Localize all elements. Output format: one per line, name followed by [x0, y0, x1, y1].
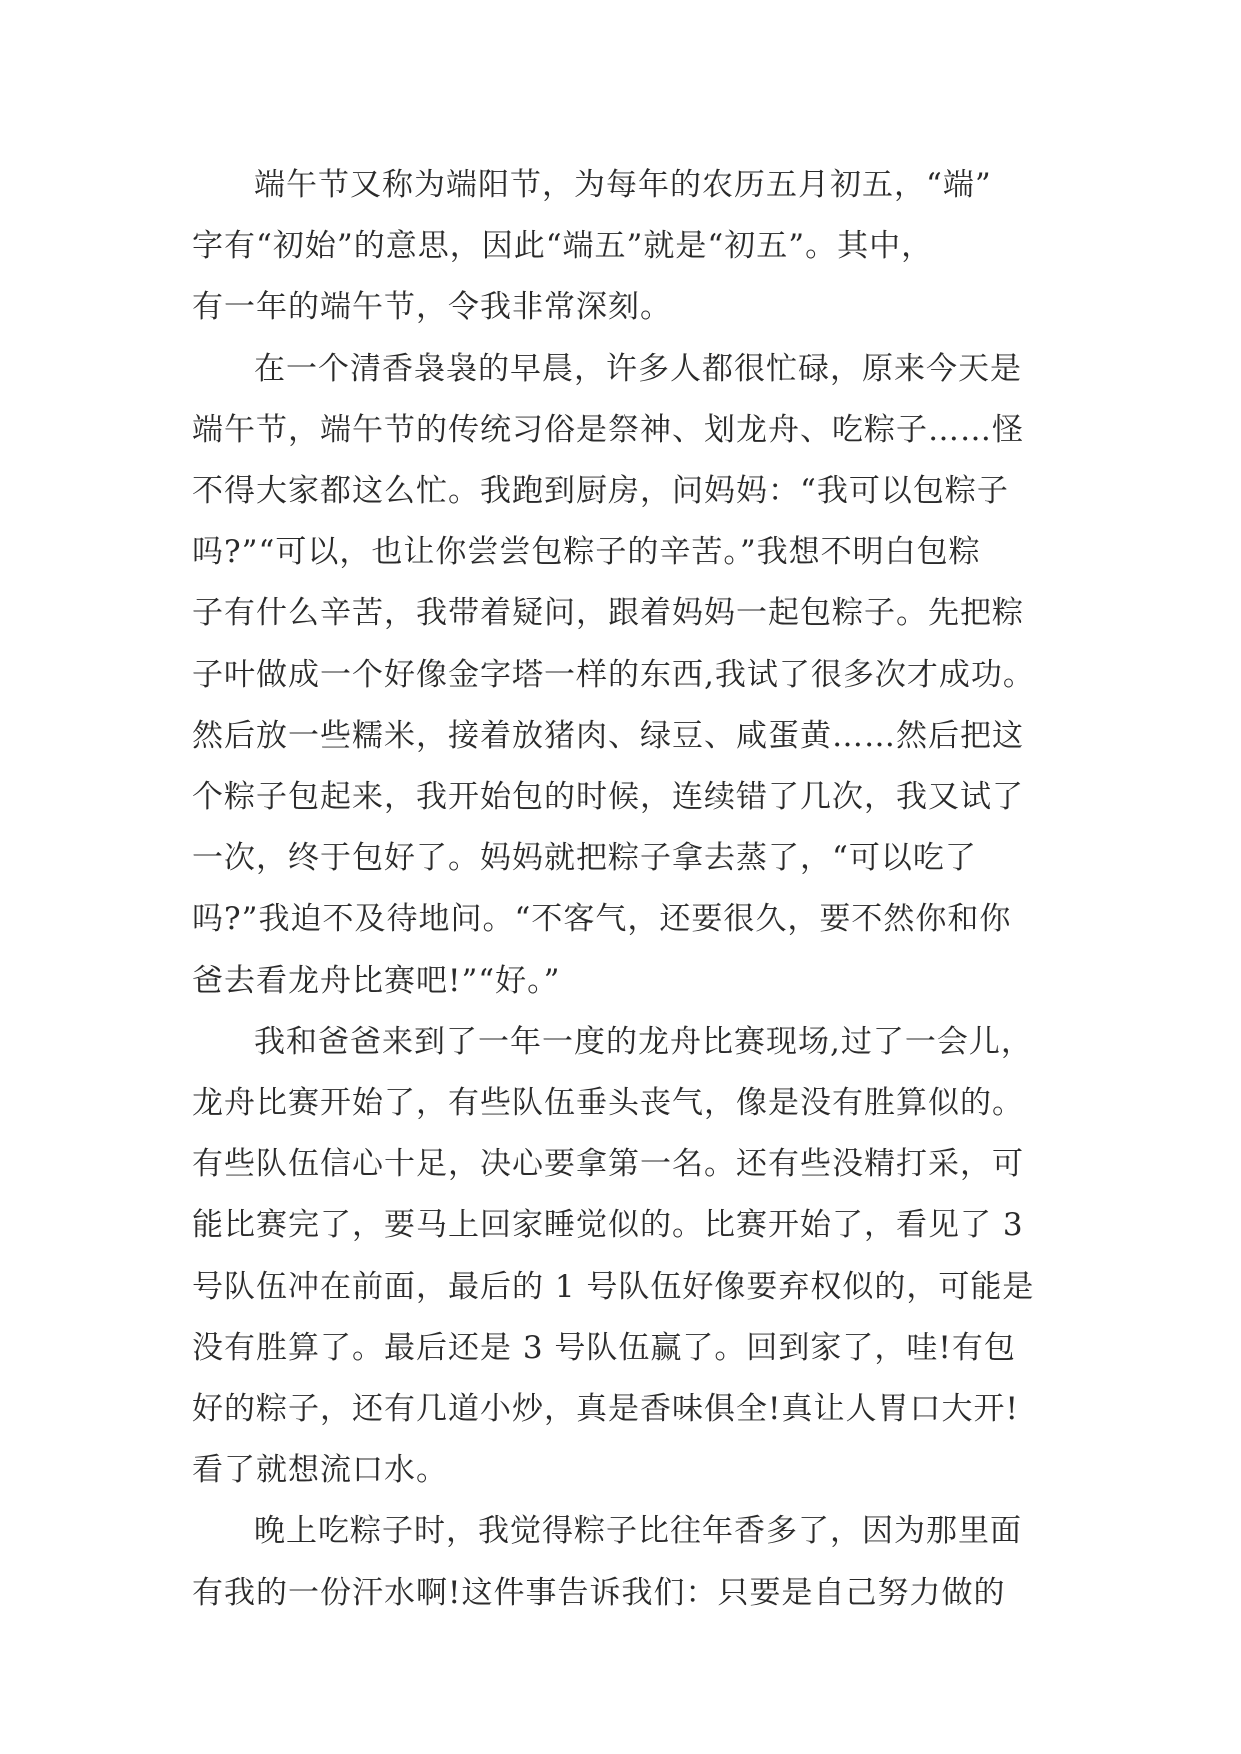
text-line: 子叶做成一个好像金字塔一样的东西,我试了很多次才成功。 — [192, 656, 1035, 693]
paragraph-1 — [192, 155, 1067, 339]
text-line: 好的粽子，还有几道小炒，真是香味俱全!真让人胃口大开! — [192, 1391, 1019, 1428]
text-line: 端午节又称为端阳节，为每年的农历五月初五，“端” — [254, 167, 992, 203]
text-line: 个粽子包起来，我开始包的时候，连续错了几次，我又试了 — [192, 779, 1024, 816]
text-line: 吗?”我迫不及待地问。“不客气，还要很久，要不然你和你 — [192, 901, 1012, 938]
text-line: 龙舟比赛开始了，有些队伍垂头丧气，像是没有胜算似的。 — [192, 1085, 1024, 1122]
paragraph-4 — [192, 1501, 1067, 1623]
text-line: 能比赛完了，要马上回家睡觉似的。比赛开始了，看见了 3 — [192, 1207, 1024, 1244]
article-body — [192, 155, 1067, 1624]
text-line: 晚上吃粽子时，我觉得粽子比往年香多了，因为那里面 — [254, 1513, 1022, 1550]
text-line: 在一个清香袅袅的早晨，许多人都很忙碌，原来今天是 — [254, 350, 1022, 387]
text-line: 我和爸爸来到了一年一度的龙舟比赛现场,过了一会儿， — [254, 1023, 1033, 1060]
paragraph-3 — [192, 1012, 1067, 1502]
text-line: 不得大家都这么忙。我跑到厨房，问妈妈：“我可以包粽子 — [192, 473, 1009, 510]
text-line: 有一年的端午节，令我非常深刻。 — [192, 289, 672, 326]
text-line: 有些队伍信心十足，决心要拿第一名。还有些没精打采，可 — [192, 1146, 1024, 1183]
text-line: 看了就想流口水。 — [192, 1452, 448, 1489]
text-line: 然后放一些糯米，接着放猪肉、绿豆、咸蛋黄……然后把这 — [192, 717, 1024, 754]
text-line: 一次，终于包好了。妈妈就把粽子拿去蒸了，“可以吃了 — [192, 840, 977, 877]
text-line: 有我的一份汗水啊!这件事告诉我们：只要是自己努力做的 — [192, 1574, 1006, 1611]
text-line: 子有什么辛苦，我带着疑问，跟着妈妈一起包粽子。先把粽 — [192, 595, 1024, 632]
text-line: 没有胜算了。最后还是 3 号队伍赢了。回到家了，哇!有包 — [192, 1329, 1016, 1366]
paragraph-2 — [192, 339, 1067, 1012]
text-line: 爸去看龙舟比赛吧!”“好。” — [192, 962, 561, 999]
text-line: 字有“初始”的意思，因此“端五”就是“初五”。其中， — [192, 228, 934, 265]
text-line: 号队伍冲在前面，最后的 1 号队伍好像要弃权似的，可能是 — [192, 1268, 1035, 1305]
text-line: 吗?”“可以，也让你尝尝包粽子的辛苦。”我想不明白包粽 — [192, 534, 981, 571]
text-line: 端午节，端午节的传统习俗是祭神、划龙舟、吃粽子……怪 — [192, 411, 1024, 448]
